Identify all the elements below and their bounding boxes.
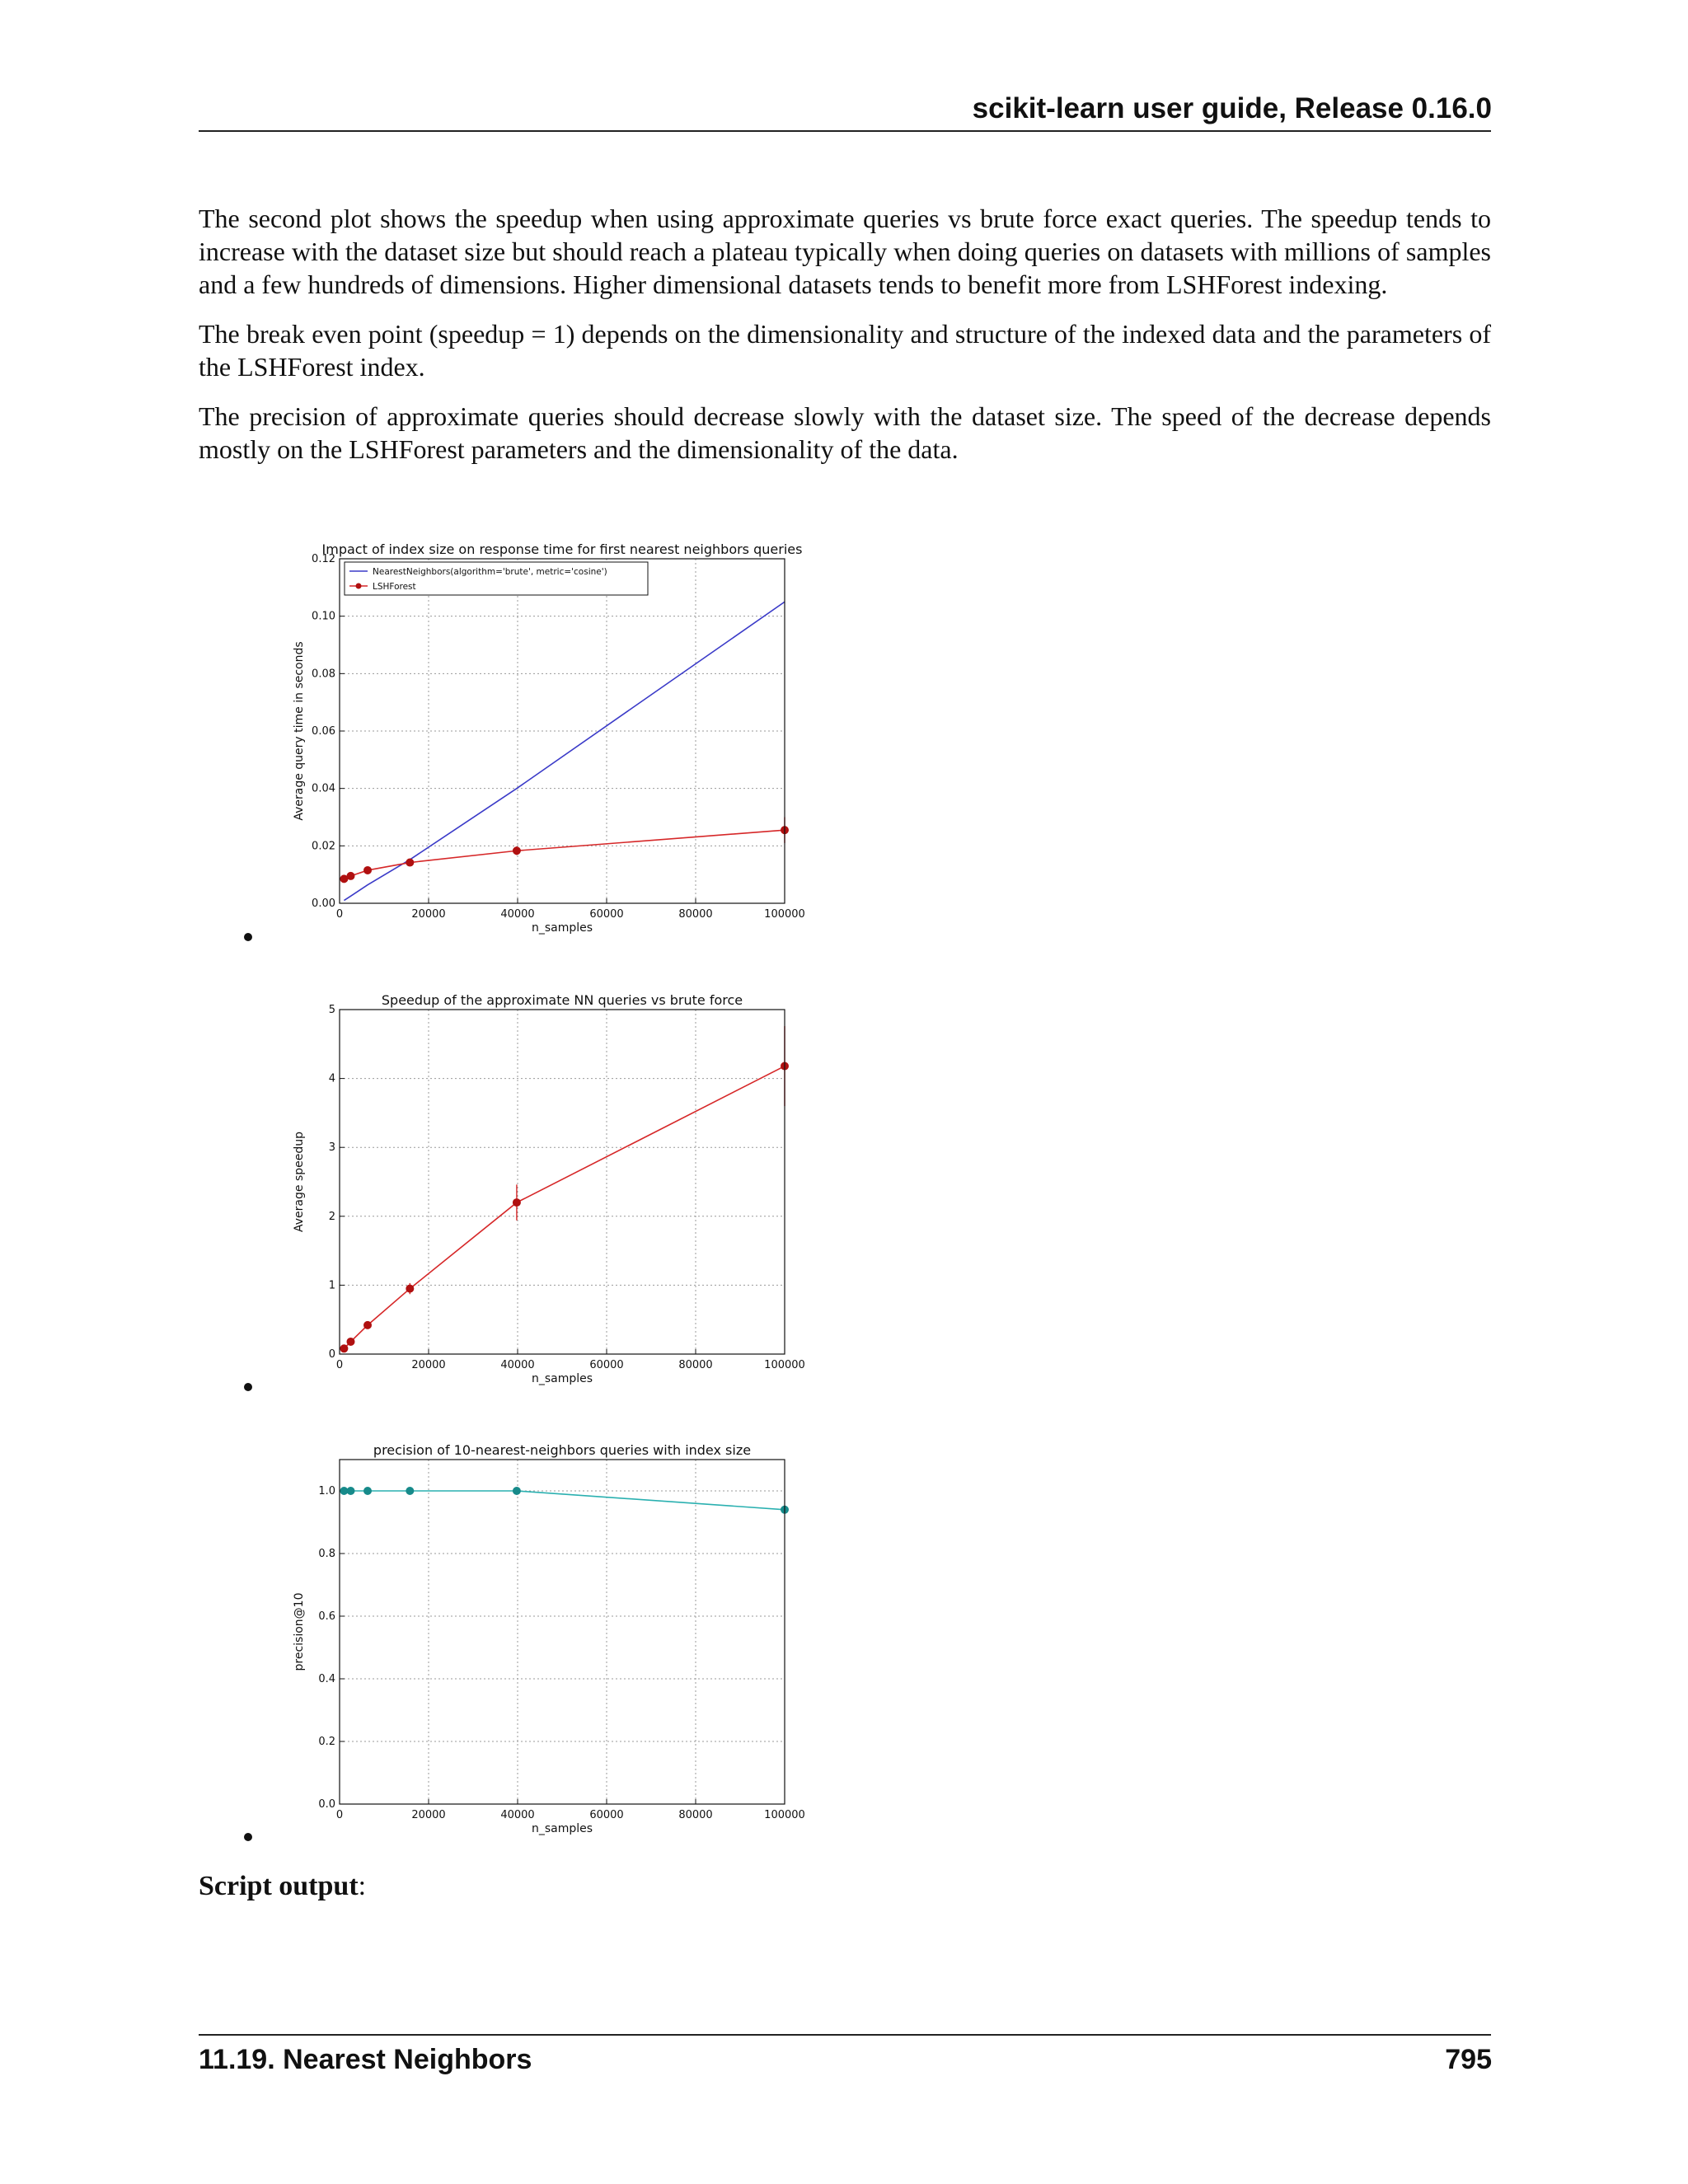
x-tick-label: 0: [335, 1359, 344, 1371]
y-tick-label: 0.2: [318, 1736, 335, 1748]
body-text: [199, 202, 1491, 482]
data-point: [406, 859, 414, 866]
y-tick-label: 0: [328, 1348, 335, 1361]
plot-frame: [340, 1010, 785, 1354]
chart-title: precision of 10-nearest-neighbors queries with index size: [373, 1442, 752, 1458]
data-point: [347, 872, 354, 879]
data-point: [364, 866, 372, 874]
x-tick-label: 80000: [678, 1809, 713, 1821]
running-header-title: scikit-learn user guide, Release 0.16.0: [972, 92, 1492, 124]
data-point: [513, 847, 520, 855]
footer-section: 11.19. Nearest Neighbors: [199, 2044, 532, 2075]
paragraph-precision: The precision of approximate queries should decrease slowly with the dataset size. The speed of the decrease depends mostly on the LSHForest parameters and the dimensionality of the data.: [199, 401, 1491, 464]
data-point: [406, 1285, 414, 1292]
x-tick-label: 20000: [411, 908, 446, 921]
list-bullet: [244, 1833, 252, 1841]
y-axis-label: Average speedup: [293, 1132, 306, 1232]
y-tick-label: 0.8: [318, 1548, 335, 1560]
series-line: [344, 602, 785, 900]
legend-label: LSHForest: [373, 582, 416, 592]
data-point: [347, 1338, 354, 1345]
list-bullet: [244, 933, 252, 941]
chart-title: Speedup of the approximate NN queries vs brute force: [381, 992, 743, 1008]
plot-frame: [340, 1460, 785, 1804]
y-tick-label: 1: [328, 1279, 335, 1292]
data-point: [406, 1488, 414, 1495]
y-tick-label: 2: [328, 1210, 335, 1223]
x-tick-label: 100000: [764, 1809, 805, 1821]
data-point: [364, 1321, 372, 1329]
figure-query-time: [280, 536, 841, 940]
x-tick-label: 60000: [589, 908, 624, 921]
x-tick-label: 40000: [500, 1359, 535, 1371]
x-tick-label: 100000: [764, 1359, 805, 1371]
y-tick-label: 5: [328, 1004, 335, 1016]
series-line: [344, 1066, 785, 1349]
script-output-colon: :: [358, 1871, 367, 1901]
y-tick-label: 0.10: [312, 610, 335, 623]
x-axis-label: n_samples: [531, 921, 593, 935]
y-tick-label: 0.4: [318, 1673, 335, 1685]
chart-title: Impact of index size on response time for first nearest neighbors queries: [321, 541, 803, 557]
y-axis-label: precision@10: [293, 1592, 306, 1671]
y-axis-label: Average query time in seconds: [293, 641, 306, 821]
y-tick-label: 4: [328, 1072, 335, 1085]
x-axis-label: n_samples: [531, 1822, 593, 1835]
data-point: [340, 1345, 348, 1352]
series-line: [344, 830, 785, 879]
x-tick-label: 40000: [500, 908, 535, 921]
data-point: [513, 1199, 520, 1207]
legend-label: NearestNeighbors(algorithm='brute', metric='cosine'): [373, 567, 607, 577]
x-tick-label: 0: [335, 908, 344, 921]
y-tick-label: 1.0: [318, 1485, 335, 1497]
paragraph-speedup: The second plot shows the speedup when using approximate queries vs brute force exact queries. The speedup tends to increase with the dataset size but should reach a plateau typically when doing queries on datasets with millions of samples and a few hundreds of dimensions. Higher dimensional datasets tends to benefit more from LSHForest indexing.: [199, 204, 1491, 299]
data-point: [347, 1488, 354, 1495]
chart-precision: [280, 1436, 841, 1840]
y-tick-label: 0.6: [318, 1610, 335, 1623]
chart-query-time: [280, 536, 841, 940]
x-tick-label: 20000: [411, 1359, 446, 1371]
data-point: [364, 1488, 372, 1495]
y-tick-label: 0.02: [312, 840, 335, 853]
x-tick-label: 60000: [589, 1809, 624, 1821]
x-tick-label: 20000: [411, 1809, 446, 1821]
data-point: [513, 1488, 520, 1495]
x-tick-label: 0: [335, 1809, 344, 1821]
script-output-label: Script output: [199, 1871, 359, 1901]
footer-rule: [199, 2034, 1491, 2036]
y-tick-label: 3: [328, 1141, 335, 1155]
legend-marker: [356, 583, 362, 589]
y-tick-label: 0.0: [318, 1798, 335, 1811]
x-tick-label: 60000: [589, 1359, 624, 1371]
header-rule: [199, 130, 1491, 132]
y-tick-label: 0.06: [312, 725, 335, 738]
x-tick-label: 40000: [500, 1809, 535, 1821]
paragraph-break-even: The break even point (speedup = 1) depends on the dimensionality and structure of the indexed data and the parameters of the LSHForest index.: [199, 319, 1491, 382]
y-tick-label: 0.00: [312, 898, 335, 910]
page-number: 795: [1445, 2044, 1492, 2075]
y-tick-label: 0.04: [312, 782, 335, 795]
list-bullet: [244, 1383, 252, 1391]
x-tick-label: 100000: [764, 908, 805, 921]
x-axis-label: n_samples: [531, 1372, 593, 1385]
x-tick-label: 80000: [678, 908, 713, 921]
figure-speedup: [280, 987, 841, 1390]
y-tick-label: 0.12: [312, 553, 335, 565]
chart-speedup: [280, 987, 841, 1390]
script-output-heading: [199, 1871, 366, 1902]
x-tick-label: 80000: [678, 1359, 713, 1371]
y-tick-label: 0.08: [312, 668, 335, 681]
figure-precision: [280, 1436, 841, 1840]
